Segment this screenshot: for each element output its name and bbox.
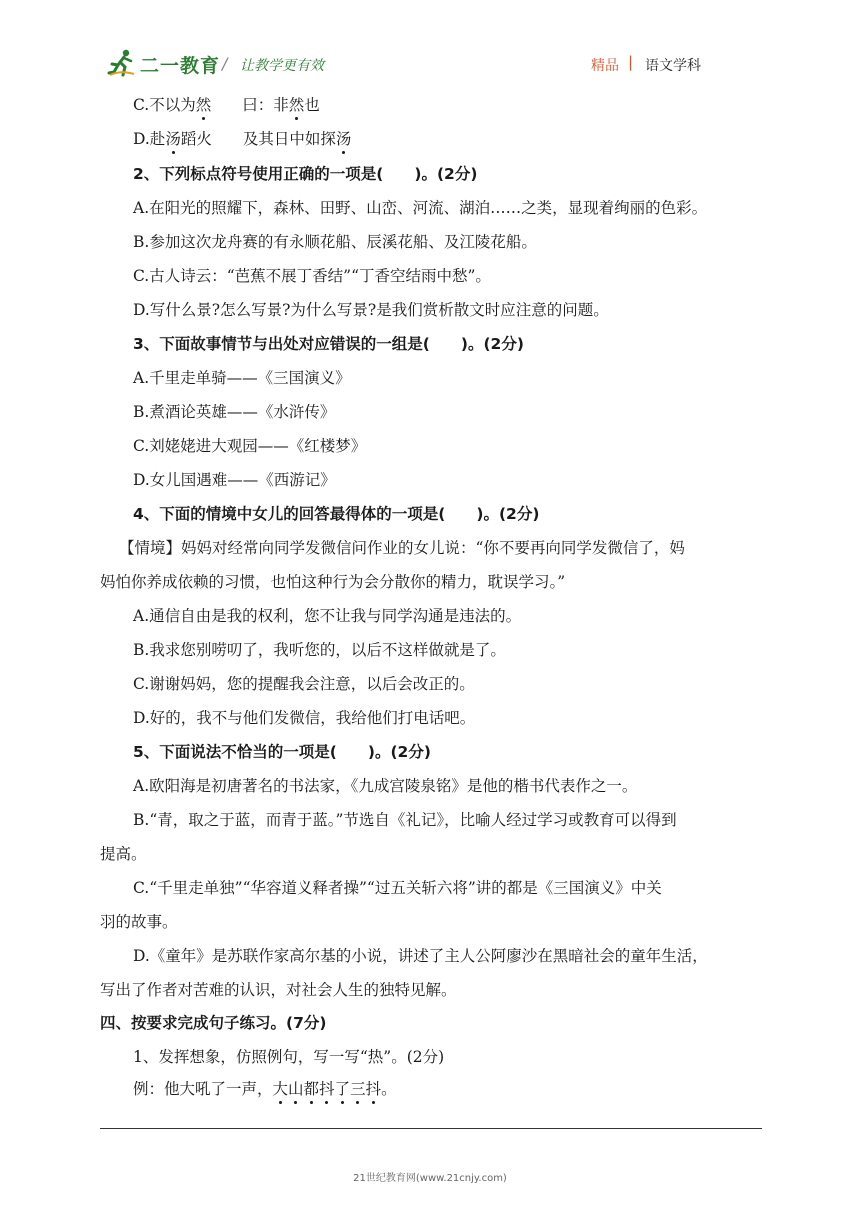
quality-label: 精品 xyxy=(591,58,619,74)
emphasis-char: 汤 xyxy=(335,130,352,148)
s4-example: 例：他大吼了一声，大山都抖了三抖。 xyxy=(133,1080,397,1098)
s4-item-1: 1、发挥想象，仿照例句，写一写“热”。(2分) xyxy=(133,1048,445,1066)
runner-logo-icon xyxy=(106,48,136,78)
emphasis-char: 三 xyxy=(350,1080,366,1098)
q5-option-c-line2: 羽的故事。 xyxy=(100,913,178,931)
q2-option-b: B.参加这次龙舟赛的有永顺花船、辰溪花船、及江陵花船。 xyxy=(133,233,537,251)
q2-option-c: C.古人诗云：“芭蕉不展丁香结”“丁香空结雨中愁”。 xyxy=(133,267,491,285)
emphasis-char: 然 xyxy=(288,96,305,114)
q5-option-d-line2: 写出了作者对苦难的认识，对社会人生的独特见解。 xyxy=(100,981,457,999)
section-4-heading: 四、按要求完成句子练习。(7分) xyxy=(100,1014,327,1032)
q5-option-d-line1: D.《童年》是苏联作家高尔基的小说，讲述了主人公阿廖沙在黑暗社会的童年生活， xyxy=(133,947,708,965)
footer-divider xyxy=(100,1128,762,1129)
subject-label: 语文学科 xyxy=(645,58,701,74)
q2-option-a: A.在阳光的照耀下，森林、田野、山峦、河流、湖泊……之类，显现着绚丽的色彩。 xyxy=(133,199,708,217)
brand-slogan: 让教学更有效 xyxy=(240,58,324,74)
question-5: 5、下面说法不恰当的一项是( )。(2分) xyxy=(133,743,431,761)
emphasis-char: 大 xyxy=(272,1080,289,1098)
q3-option-b: B.煮酒论英雄——《水浒传》 xyxy=(133,403,336,421)
q4-option-b: B.我求您别唠叨了，我听您的，以后不这样做就是了。 xyxy=(133,641,506,659)
emphasis-char: 汤 xyxy=(165,130,181,148)
q3-option-a: A.千里走单骑——《三国演义》 xyxy=(133,369,351,387)
q5-option-b-line2: 提高。 xyxy=(100,845,147,863)
q3-option-d: D.女儿国遇难——《西游记》 xyxy=(133,471,336,489)
question-4: 4、下面的情境中女儿的回答最得体的一项是( )。(2分) xyxy=(133,505,540,523)
emphasis-char: 了 xyxy=(334,1080,351,1098)
emphasis-char: 抖 xyxy=(365,1080,382,1098)
q2-option-d: D.写什么景?怎么写景?为什么写景?是我们赏析散文时应注意的问题。 xyxy=(133,301,609,319)
q5-option-a: A.欧阳海是初唐著名的书法家，《九成宫陵泉铭》是他的楷书代表作之一。 xyxy=(133,777,638,795)
q3-option-c: C.刘姥姥进大观园——《红楼梦》 xyxy=(133,437,367,455)
emphasis-char: 都 xyxy=(303,1080,320,1098)
q5-option-c-line1: C.“千里走单独”“华容道义释者操”“过五关斩六将”讲的都是《三国演义》中关 xyxy=(133,879,662,897)
header-divider: / xyxy=(222,54,228,73)
question-2: 2、下列标点符号使用正确的一项是( )。(2分) xyxy=(133,165,478,183)
option-c-line: C.不以为然 曰：非然也 xyxy=(133,96,320,114)
footer-source: 21世纪教育网(www.21cnjy.com) xyxy=(353,1173,507,1184)
header-separator: | xyxy=(628,53,634,71)
emphasis-char: 山 xyxy=(288,1080,304,1098)
emphasis-char: 抖 xyxy=(319,1080,335,1098)
q4-scenario-line2: 妈怕你养成依赖的习惯，也怕这种行为会分散你的精力，耽误学习。” xyxy=(100,573,566,591)
brand-name: 二一教育 xyxy=(140,55,221,77)
option-d-line: D.赴汤蹈火 及其日中如探汤 xyxy=(133,130,352,148)
q4-option-a: A.通信自由是我的权利，您不让我与同学沟通是违法的。 xyxy=(133,607,522,625)
q5-option-b-line1: B.“青，取之于蓝，而青于蓝。”节选自《礼记》，比喻人经过学习或教育可以得到 xyxy=(133,811,677,829)
q4-scenario-line1: 【情境】妈妈对经常向同学发微信问作业的女儿说：“你不要再向同学发微信了，妈 xyxy=(119,539,685,557)
question-3: 3、下面故事情节与出处对应错误的一组是( )。(2分) xyxy=(133,335,524,353)
q4-option-c: C.谢谢妈妈，您的提醒我会注意，以后会改正的。 xyxy=(133,675,475,693)
page-header xyxy=(0,0,860,86)
emphasis-char: 然 xyxy=(195,96,212,114)
q4-option-d: D.好的，我不与他们发微信，我给他们打电话吧。 xyxy=(133,709,476,727)
